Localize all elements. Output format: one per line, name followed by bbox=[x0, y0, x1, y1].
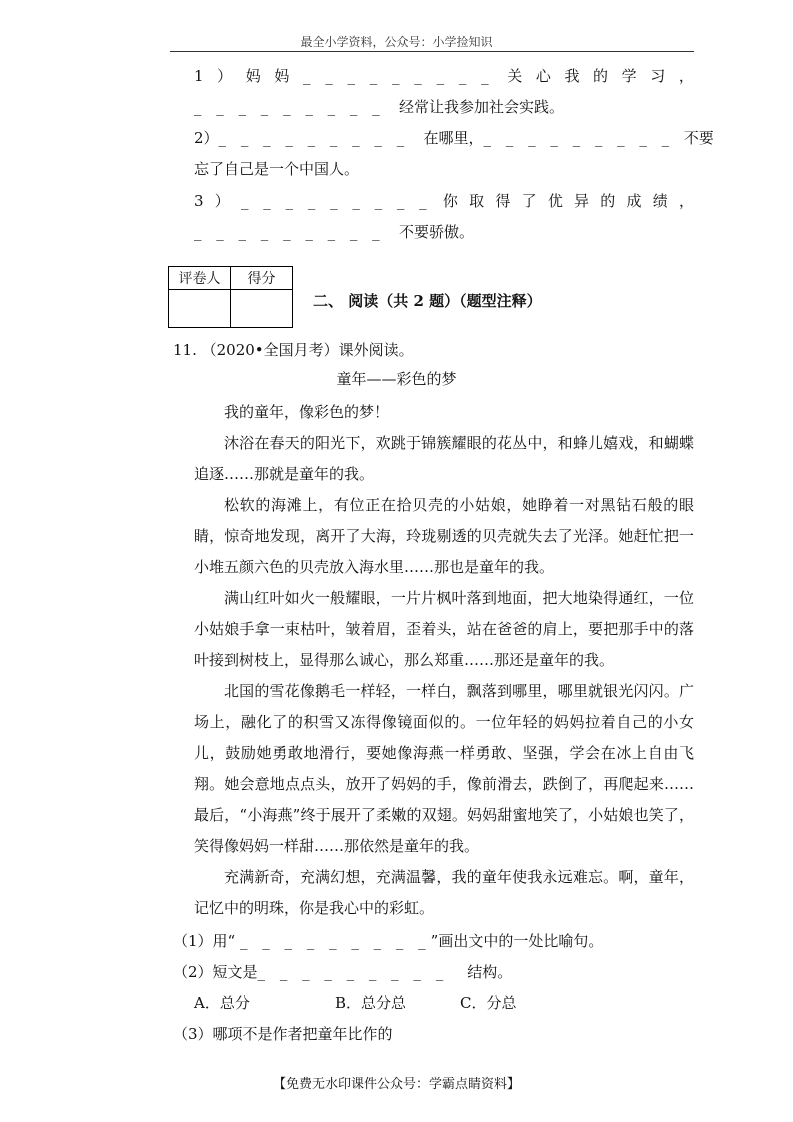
q10-l1-char: 心 bbox=[535, 67, 551, 85]
passage-paragraph-2: 沐浴在春天的阳光下，欢跳于锦簇耀眼的花丛中，和蜂儿嬉戏，和蝴蝶追逐……那就是童年的我。 bbox=[194, 434, 694, 483]
answer-blank: _ _ _ _ _ _ _ _ _ bbox=[241, 192, 432, 210]
q10-line-1b bbox=[194, 96, 564, 118]
q10-number: 2） bbox=[194, 129, 219, 147]
q10-text: 经常让我参加社会实践。 bbox=[398, 98, 564, 116]
q10-l1-char: 我 bbox=[564, 67, 580, 85]
grader-cell bbox=[169, 290, 231, 328]
q10-line-2 bbox=[194, 127, 714, 149]
q10-l1-char: 学 bbox=[621, 67, 637, 85]
q10-l1-char: ， bbox=[678, 67, 694, 85]
passage-title: 童年——彩色的梦 bbox=[336, 370, 457, 388]
q10-l3-char: 3 bbox=[194, 192, 204, 210]
q10-line-3b bbox=[194, 221, 474, 243]
q10-line-1 bbox=[194, 65, 694, 87]
q10-l1-char: 的 bbox=[593, 67, 609, 85]
q11-sub-1 bbox=[173, 930, 603, 952]
answer-blank: _ _ _ _ _ _ _ _ _ bbox=[240, 932, 431, 950]
q10-l3-char: 绩 bbox=[652, 192, 668, 210]
q10-text: 不要 bbox=[683, 129, 714, 147]
answer-blank: _ _ _ _ _ _ _ _ _ bbox=[257, 963, 449, 981]
q10-l3-char: 你 bbox=[442, 192, 458, 210]
q10-l3-char: 了 bbox=[521, 192, 537, 210]
answer-blank: _ _ _ _ _ _ _ _ _ bbox=[194, 223, 385, 241]
page-header: 最全小学资料，公众号：小学捡知识 bbox=[300, 35, 493, 49]
passage-paragraph-5: 北国的雪花像鹅毛一样轻，一样白，飘落到哪里，哪里就银光闪闪。广场上，融化了的积雪又冻得像镜面似的。一位年轻的妈妈拉着自己的小女儿，鼓励她勇敢地滑行，要她像海燕一样勇敢、坚强，学会在冰上自由飞翔。她会意地点点头，放开了妈妈的手，像前滑去，跌倒了，再爬起来……最后，“小海燕”终于展开了柔嫩的双翅。妈妈甜蜜地笑了，小姑娘也笑了，笑得像妈妈一样甜……那依然是童年的我。 bbox=[194, 682, 694, 855]
q10-l3-char: ， bbox=[678, 192, 694, 210]
q10-line-3 bbox=[194, 190, 694, 212]
q11-sub2-text: 结构。 bbox=[467, 963, 513, 981]
q11-sub2-text: （2）短文是 bbox=[173, 963, 258, 981]
q10-l1-char: 妈 bbox=[274, 67, 290, 85]
q10-l1-char: 1 bbox=[194, 67, 204, 85]
q10-l3-char: 成 bbox=[626, 192, 642, 210]
answer-blank: _ _ _ _ _ _ _ _ _ bbox=[218, 129, 410, 147]
section-title: 二、 阅读（共 2 题）（题型注释） bbox=[313, 292, 542, 310]
grader-header: 评卷人 bbox=[169, 267, 231, 290]
q11-sub-2 bbox=[173, 961, 512, 983]
q10-text: 不要骄傲。 bbox=[398, 223, 474, 241]
q10-l1-char: 关 bbox=[507, 67, 523, 85]
q10-l1-char: 习 bbox=[650, 67, 666, 85]
answer-blank: _ _ _ _ _ _ _ _ _ bbox=[302, 67, 494, 85]
score-table bbox=[168, 266, 293, 328]
q10-l3-char: ） bbox=[214, 192, 230, 210]
q10-line-2b: 忘了自己是一个中国人。 bbox=[194, 160, 360, 178]
option-a: A．总分 bbox=[194, 994, 250, 1012]
passage-paragraph-3: 松软的海滩上，有位正在拾贝壳的小姑娘，她睁着一对黑钻石般的眼睛，惊奇地发现，离开了大海，玲珑剔透的贝壳就失去了光泽。她赶忙把一小堆五颜六色的贝壳放入海水里……那也是童年的我。 bbox=[194, 496, 694, 576]
q11-sub1-text: （1）用“ bbox=[173, 932, 236, 950]
score-header: 得分 bbox=[231, 267, 293, 290]
option-c: C．分总 bbox=[460, 994, 517, 1012]
option-b: B．总分总 bbox=[335, 994, 407, 1012]
q11-stem: 11. （2020•全国月考）课外阅读。 bbox=[173, 341, 414, 359]
passage-paragraph-6: 充满新奇，充满幻想，充满温馨，我的童年使我永远难忘。啊，童年，记忆中的明珠，你是我心中的彩虹。 bbox=[194, 868, 694, 917]
passage-paragraph-4: 满山红叶如火一般耀眼，一片片枫叶落到地面，把大地染得通红，一位小姑娘手拿一束枯叶，皱着眉，歪着头，站在爸爸的肩上，要把那手中的落叶接到树枝上，显得那么诚心，那么郑重……那还是童年的我。 bbox=[194, 589, 694, 669]
passage-paragraph-1: 我的童年，像彩色的梦！ bbox=[224, 403, 390, 421]
q10-l3-char: 取 bbox=[469, 192, 485, 210]
q11-sub1-text: ”画出文中的一处比喻句。 bbox=[430, 932, 604, 950]
q10-l3-char: 异 bbox=[574, 192, 590, 210]
q10-l1-char: 妈 bbox=[245, 67, 261, 85]
q10-l3-char: 得 bbox=[495, 192, 511, 210]
q10-l3-char: 的 bbox=[600, 192, 616, 210]
q11-sub-3: （3）哪项不是作者把童年比作的 bbox=[173, 1025, 393, 1043]
answer-blank: _ _ _ _ _ _ _ _ _ bbox=[483, 129, 675, 147]
q10-text: 在哪里， bbox=[423, 129, 484, 147]
header-rule bbox=[170, 51, 694, 52]
score-cell bbox=[231, 290, 293, 328]
answer-blank: _ _ _ _ _ _ _ _ _ bbox=[194, 98, 385, 116]
page-footer: 【免费无水印课件公众号：学霸点睛资料】 bbox=[272, 1077, 520, 1092]
q10-l1-char: ） bbox=[217, 67, 233, 85]
q10-l3-char: 优 bbox=[547, 192, 563, 210]
